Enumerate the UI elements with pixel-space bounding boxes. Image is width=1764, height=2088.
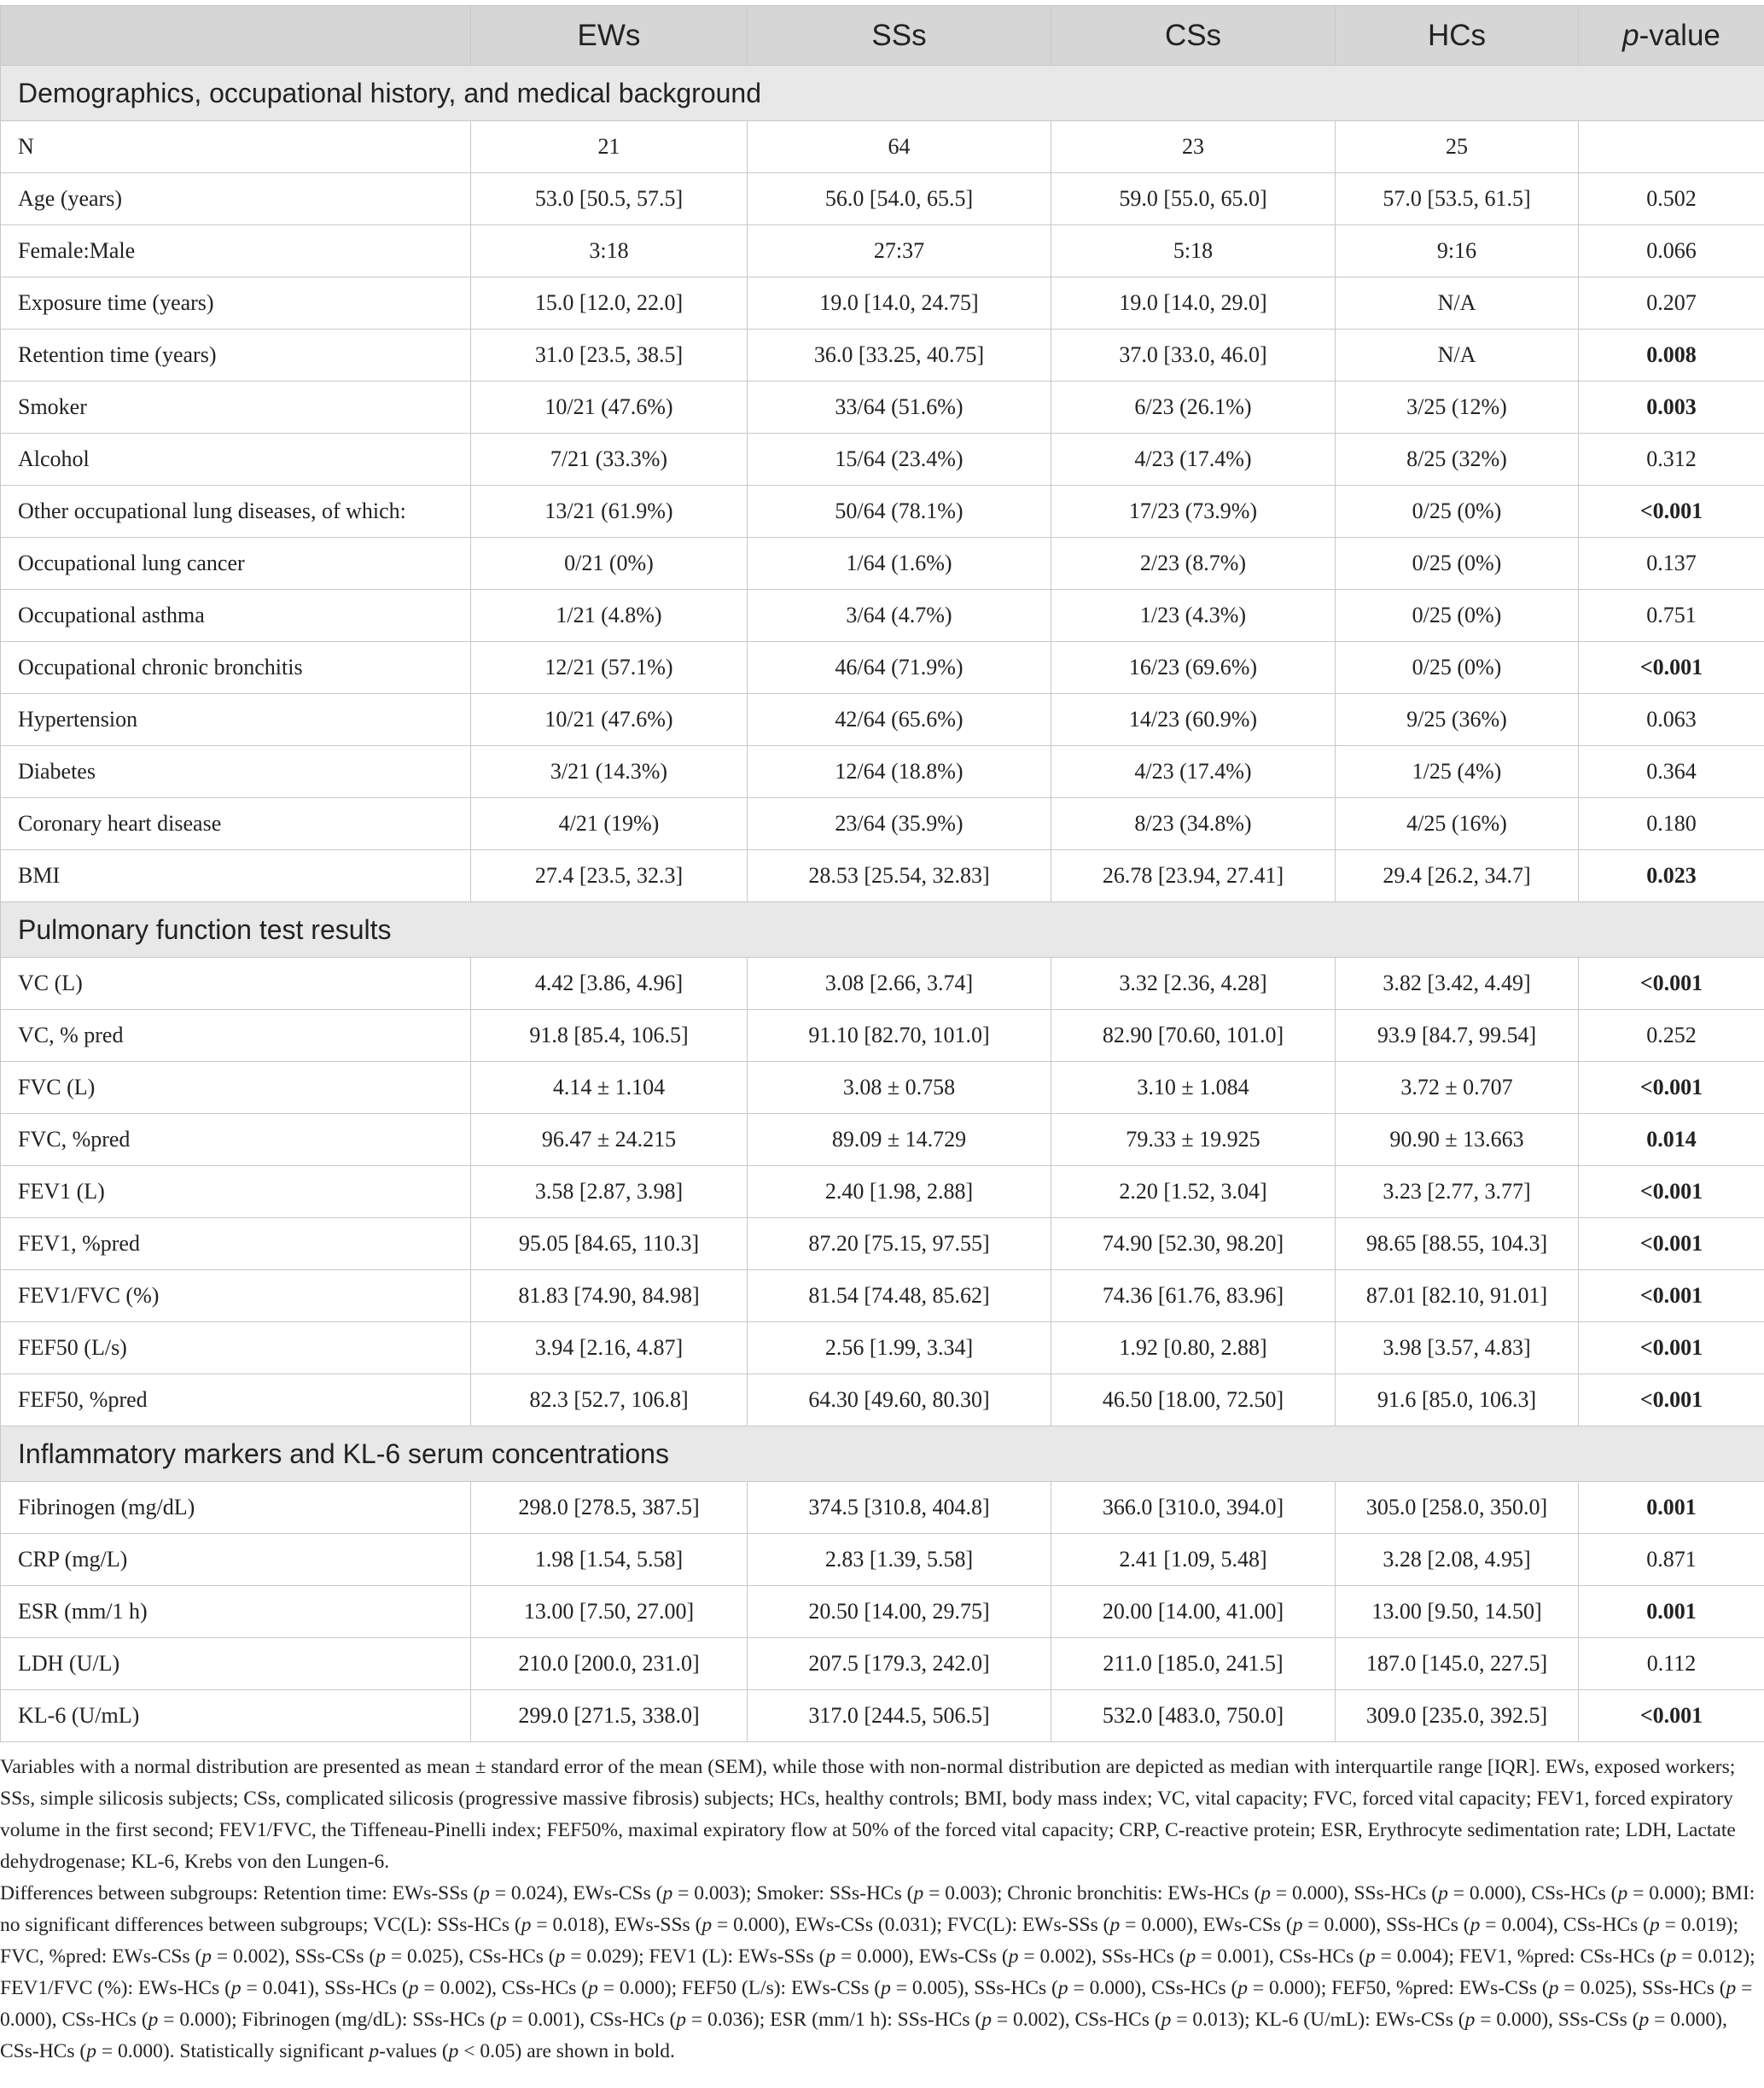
p-value-cell: <0.001 <box>1579 958 1764 1010</box>
footnote-subgroup-differences: Differences between subgroups: Retention time: EWs-SSs (p = 0.024), EWs-CSs (p = 0.003); Smoker: SSs-HCs (p = 0.003); Chronic bronchitis: EWs-HCs (p = 0.000), SSs-HCs (p = 0.000), CSs-HCs (p = 0.000); BMI: no significant differences between subgroups; VC(L): SSs-HCs (p = 0.018), EWs-SSs (p = 0.000), EWs-CSs (0.031); FVC(L): EWs-SSs (p = 0.000), EWs-CSs (p = 0.000), SSs-HCs (p = 0.004), CSs-HCs (p = 0.019); FVC, %pred: EWs-CSs (p = 0.002), SSs-CSs (p = 0.025), CSs-HCs (p = 0.029); FEV1 (L): EWs-SSs (p = 0.000), EWs-CSs (p = 0.002), SSs-HCs (p = 0.001), CSs-HCs (p = 0.004); FEV1, %pred: CSs-HCs (p = 0.012); FEV1/FVC (%): EWs-HCs (p = 0.041), SSs-HCs (p = 0.002), CSs-HCs (p = 0.000); FEF50 (L/s): EWs-CSs (p = 0.005), SSs-HCs (p = 0.000), CSs-HCs (p = 0.000); FEF50, %pred: EWs-CSs (p = 0.025), SSs-HCs (p = 0.000), CSs-HCs (p = 0.000); Fibrinogen (mg/dL): SSs-HCs (p = 0.001), CSs-HCs (p = 0.036); ESR (mm/1 h): SSs-HCs (p = 0.002), CSs-HCs (p = 0.013); KL-6 (U/mL): EWs-CSs (p = 0.000), SSs-CSs (p = 0.000), CSs-HCs (p = 0.000). Statistically significant p-values (p < 0.05) are shown in bold. <box>0 1882 1755 2062</box>
value-cell: 3.72 ± 0.707 <box>1336 1062 1579 1114</box>
row-label: FEF50, %pred <box>1 1374 471 1426</box>
table-body <box>1 66 1764 1742</box>
p-value-cell: 0.502 <box>1579 173 1764 225</box>
value-cell: 15.0 [12.0, 22.0] <box>471 277 748 330</box>
table-row <box>1 277 1764 330</box>
row-label: FEV1, %pred <box>1 1218 471 1270</box>
table-row <box>1 1322 1764 1374</box>
value-cell: 0/25 (0%) <box>1336 538 1579 590</box>
p-value-cell: <0.001 <box>1579 1218 1764 1270</box>
table-row <box>1 590 1764 642</box>
value-cell: 3.08 [2.66, 3.74] <box>748 958 1051 1010</box>
value-cell: 50/64 (78.1%) <box>748 486 1051 538</box>
value-cell: 3.32 [2.36, 4.28] <box>1051 958 1336 1010</box>
value-cell: 27.4 [23.5, 32.3] <box>471 850 748 902</box>
row-label: Occupational chronic bronchitis <box>1 642 471 694</box>
value-cell: 4.14 ± 1.104 <box>471 1062 748 1114</box>
value-cell: 3.98 [3.57, 4.83] <box>1336 1322 1579 1374</box>
value-cell: 0/21 (0%) <box>471 538 748 590</box>
table-row <box>1 694 1764 746</box>
header-cell-css: CSs <box>1051 6 1336 66</box>
value-cell: 59.0 [55.0, 65.0] <box>1051 173 1336 225</box>
value-cell: 2.41 [1.09, 5.48] <box>1051 1534 1336 1586</box>
table-row <box>1 486 1764 538</box>
value-cell: 28.53 [25.54, 32.83] <box>748 850 1051 902</box>
p-value-cell: 0.001 <box>1579 1482 1764 1534</box>
table-row <box>1 850 1764 902</box>
header-cell-p-value <box>1579 6 1764 66</box>
row-label: Occupational lung cancer <box>1 538 471 590</box>
section-row <box>1 1426 1764 1482</box>
value-cell: 20.50 [14.00, 29.75] <box>748 1586 1051 1638</box>
value-cell: 79.33 ± 19.925 <box>1051 1114 1336 1166</box>
row-label: FVC, %pred <box>1 1114 471 1166</box>
p-value-cell: 0.751 <box>1579 590 1764 642</box>
section-title: Demographics, occupational history, and medical background <box>1 66 1764 121</box>
value-cell: 2.56 [1.99, 3.34] <box>748 1322 1051 1374</box>
data-table <box>0 5 1764 1742</box>
table-row <box>1 1218 1764 1270</box>
row-label: FEV1/FVC (%) <box>1 1270 471 1322</box>
value-cell: 211.0 [185.0, 241.5] <box>1051 1638 1336 1690</box>
table-row <box>1 798 1764 850</box>
value-cell: 21 <box>471 121 748 173</box>
p-value-cell: <0.001 <box>1579 1062 1764 1114</box>
table-row <box>1 746 1764 798</box>
p-value-cell: <0.001 <box>1579 1270 1764 1322</box>
p-value-cell: 0.137 <box>1579 538 1764 590</box>
value-cell: 82.3 [52.7, 106.8] <box>471 1374 748 1426</box>
value-cell: 19.0 [14.0, 29.0] <box>1051 277 1336 330</box>
value-cell: 9/25 (36%) <box>1336 694 1579 746</box>
value-cell: 207.5 [179.3, 242.0] <box>748 1638 1051 1690</box>
p-value-cell: <0.001 <box>1579 1374 1764 1426</box>
header-row <box>1 6 1764 66</box>
header-cell-ews: EWs <box>471 6 748 66</box>
row-label: Hypertension <box>1 694 471 746</box>
value-cell: 3/64 (4.7%) <box>748 590 1051 642</box>
table-row <box>1 1534 1764 1586</box>
row-label: Exposure time (years) <box>1 277 471 330</box>
row-label: VC (L) <box>1 958 471 1010</box>
section-row <box>1 66 1764 121</box>
value-cell: 309.0 [235.0, 392.5] <box>1336 1690 1579 1742</box>
value-cell: 3.10 ± 1.084 <box>1051 1062 1336 1114</box>
table-row <box>1 1638 1764 1690</box>
table-row <box>1 1374 1764 1426</box>
value-cell: 33/64 (51.6%) <box>748 382 1051 434</box>
value-cell: 81.83 [74.90, 84.98] <box>471 1270 748 1322</box>
table-row <box>1 1062 1764 1114</box>
value-cell: 17/23 (73.9%) <box>1051 486 1336 538</box>
header-cell-sss: SSs <box>748 6 1051 66</box>
value-cell: 25 <box>1336 121 1579 173</box>
value-cell: 29.4 [26.2, 34.7] <box>1336 850 1579 902</box>
value-cell: 74.36 [61.76, 83.96] <box>1051 1270 1336 1322</box>
value-cell: 93.9 [84.7, 99.54] <box>1336 1010 1579 1062</box>
value-cell: 98.65 [88.55, 104.3] <box>1336 1218 1579 1270</box>
table-row <box>1 1166 1764 1218</box>
table-row <box>1 121 1764 173</box>
row-label: Alcohol <box>1 434 471 486</box>
p-value-cell: 0.364 <box>1579 746 1764 798</box>
value-cell: 1/21 (4.8%) <box>471 590 748 642</box>
value-cell: 1.98 [1.54, 5.58] <box>471 1534 748 1586</box>
header-cell-hcs: HCs <box>1336 6 1579 66</box>
p-value-cell: 0.112 <box>1579 1638 1764 1690</box>
p-value-cell: 0.312 <box>1579 434 1764 486</box>
table-container <box>0 5 1764 1742</box>
value-cell: 27:37 <box>748 225 1051 277</box>
table-row <box>1 1010 1764 1062</box>
section-title: Pulmonary function test results <box>1 902 1764 958</box>
value-cell: 91.8 [85.4, 106.5] <box>471 1010 748 1062</box>
value-cell: 4/21 (19%) <box>471 798 748 850</box>
value-cell: 82.90 [70.60, 101.0] <box>1051 1010 1336 1062</box>
value-cell: 2/23 (8.7%) <box>1051 538 1336 590</box>
value-cell: 0/25 (0%) <box>1336 486 1579 538</box>
value-cell: 3.28 [2.08, 4.95] <box>1336 1534 1579 1586</box>
table-row <box>1 1586 1764 1638</box>
value-cell: 317.0 [244.5, 506.5] <box>748 1690 1051 1742</box>
value-cell: 5:18 <box>1051 225 1336 277</box>
value-cell: 0/25 (0%) <box>1336 642 1579 694</box>
value-cell: 57.0 [53.5, 61.5] <box>1336 173 1579 225</box>
p-value-cell: 0.180 <box>1579 798 1764 850</box>
value-cell: 374.5 [310.8, 404.8] <box>748 1482 1051 1534</box>
value-cell: 64 <box>748 121 1051 173</box>
table-row <box>1 330 1764 382</box>
value-cell: 91.6 [85.0, 106.3] <box>1336 1374 1579 1426</box>
value-cell: 3.82 [3.42, 4.49] <box>1336 958 1579 1010</box>
row-label: BMI <box>1 850 471 902</box>
value-cell: N/A <box>1336 330 1579 382</box>
row-label: CRP (mg/L) <box>1 1534 471 1586</box>
row-label: KL-6 (U/mL) <box>1 1690 471 1742</box>
p-value-cell: 0.008 <box>1579 330 1764 382</box>
row-label: Other occupational lung diseases, of which: <box>1 486 471 538</box>
p-value-cell: <0.001 <box>1579 1690 1764 1742</box>
row-label: Smoker <box>1 382 471 434</box>
row-label: Age (years) <box>1 173 471 225</box>
p-value-cell: 0.003 <box>1579 382 1764 434</box>
row-label: FVC (L) <box>1 1062 471 1114</box>
row-label: FEF50 (L/s) <box>1 1322 471 1374</box>
value-cell: 3:18 <box>471 225 748 277</box>
table-row <box>1 173 1764 225</box>
value-cell: 16/23 (69.6%) <box>1051 642 1336 694</box>
value-cell: 0/25 (0%) <box>1336 590 1579 642</box>
row-label: N <box>1 121 471 173</box>
value-cell: 366.0 [310.0, 394.0] <box>1051 1482 1336 1534</box>
p-value-cell: 0.871 <box>1579 1534 1764 1586</box>
value-cell: 298.0 [278.5, 387.5] <box>471 1482 748 1534</box>
value-cell: 4.42 [3.86, 4.96] <box>471 958 748 1010</box>
value-cell: 64.30 [49.60, 80.30] <box>748 1374 1051 1426</box>
row-label: VC, % pred <box>1 1010 471 1062</box>
value-cell: 36.0 [33.25, 40.75] <box>748 330 1051 382</box>
value-cell: 89.09 ± 14.729 <box>748 1114 1051 1166</box>
value-cell: 532.0 [483.0, 750.0] <box>1051 1690 1336 1742</box>
value-cell: 1/64 (1.6%) <box>748 538 1051 590</box>
table-row <box>1 642 1764 694</box>
value-cell: 2.40 [1.98, 2.88] <box>748 1166 1051 1218</box>
value-cell: 13.00 [9.50, 14.50] <box>1336 1586 1579 1638</box>
value-cell: 3.58 [2.87, 3.98] <box>471 1166 748 1218</box>
p-value-cell: <0.001 <box>1579 642 1764 694</box>
p-value-cell: 0.001 <box>1579 1586 1764 1638</box>
value-cell: 1.92 [0.80, 2.88] <box>1051 1322 1336 1374</box>
header-p-value-suffix: -value <box>1639 18 1720 52</box>
p-value-cell <box>1579 121 1764 173</box>
value-cell: 20.00 [14.00, 41.00] <box>1051 1586 1336 1638</box>
table-row <box>1 382 1764 434</box>
p-value-cell: 0.252 <box>1579 1010 1764 1062</box>
value-cell: 46/64 (71.9%) <box>748 642 1051 694</box>
p-value-cell: <0.001 <box>1579 1166 1764 1218</box>
row-label: Female:Male <box>1 225 471 277</box>
table-row <box>1 958 1764 1010</box>
row-label: Occupational asthma <box>1 590 471 642</box>
value-cell: 299.0 [271.5, 338.0] <box>471 1690 748 1742</box>
value-cell: 7/21 (33.3%) <box>471 434 748 486</box>
table-row <box>1 1270 1764 1322</box>
header-p-italic: p <box>1622 18 1639 52</box>
p-value-cell: <0.001 <box>1579 1322 1764 1374</box>
p-value-cell: 0.066 <box>1579 225 1764 277</box>
value-cell: 305.0 [258.0, 350.0] <box>1336 1482 1579 1534</box>
p-value-cell: 0.014 <box>1579 1114 1764 1166</box>
value-cell: 12/21 (57.1%) <box>471 642 748 694</box>
table-row <box>1 1482 1764 1534</box>
value-cell: 2.83 [1.39, 5.58] <box>748 1534 1051 1586</box>
value-cell: 12/64 (18.8%) <box>748 746 1051 798</box>
table-row <box>1 1114 1764 1166</box>
table-row <box>1 434 1764 486</box>
value-cell: 13/21 (61.9%) <box>471 486 748 538</box>
table-row <box>1 225 1764 277</box>
value-cell: 96.47 ± 24.215 <box>471 1114 748 1166</box>
value-cell: 13.00 [7.50, 27.00] <box>471 1586 748 1638</box>
section-title: Inflammatory markers and KL-6 serum concentrations <box>1 1426 1764 1482</box>
row-label: ESR (mm/1 h) <box>1 1586 471 1638</box>
value-cell: 187.0 [145.0, 227.5] <box>1336 1638 1579 1690</box>
value-cell: 81.54 [74.48, 85.62] <box>748 1270 1051 1322</box>
value-cell: 26.78 [23.94, 27.41] <box>1051 850 1336 902</box>
p-value-cell: 0.063 <box>1579 694 1764 746</box>
value-cell: 15/64 (23.4%) <box>748 434 1051 486</box>
value-cell: N/A <box>1336 277 1579 330</box>
p-value-cell: <0.001 <box>1579 486 1764 538</box>
p-value-cell: 0.023 <box>1579 850 1764 902</box>
row-label: Retention time (years) <box>1 330 471 382</box>
value-cell: 37.0 [33.0, 46.0] <box>1051 330 1336 382</box>
value-cell: 95.05 [84.65, 110.3] <box>471 1218 748 1270</box>
value-cell: 31.0 [23.5, 38.5] <box>471 330 748 382</box>
value-cell: 74.90 [52.30, 98.20] <box>1051 1218 1336 1270</box>
row-label: Fibrinogen (mg/dL) <box>1 1482 471 1534</box>
value-cell: 3/25 (12%) <box>1336 382 1579 434</box>
value-cell: 1/25 (4%) <box>1336 746 1579 798</box>
table-footnotes <box>0 1752 1758 2068</box>
value-cell: 10/21 (47.6%) <box>471 382 748 434</box>
header-cell-blank <box>1 6 471 66</box>
value-cell: 42/64 (65.6%) <box>748 694 1051 746</box>
p-value-cell: 0.207 <box>1579 277 1764 330</box>
value-cell: 4/23 (17.4%) <box>1051 746 1336 798</box>
section-row <box>1 902 1764 958</box>
row-label: Coronary heart disease <box>1 798 471 850</box>
value-cell: 3.23 [2.77, 3.77] <box>1336 1166 1579 1218</box>
value-cell: 91.10 [82.70, 101.0] <box>748 1010 1051 1062</box>
value-cell: 56.0 [54.0, 65.5] <box>748 173 1051 225</box>
value-cell: 19.0 [14.0, 24.75] <box>748 277 1051 330</box>
value-cell: 23/64 (35.9%) <box>748 798 1051 850</box>
value-cell: 210.0 [200.0, 231.0] <box>471 1638 748 1690</box>
value-cell: 3.08 ± 0.758 <box>748 1062 1051 1114</box>
value-cell: 87.20 [75.15, 97.55] <box>748 1218 1051 1270</box>
value-cell: 3/21 (14.3%) <box>471 746 748 798</box>
row-label: Diabetes <box>1 746 471 798</box>
value-cell: 9:16 <box>1336 225 1579 277</box>
value-cell: 3.94 [2.16, 4.87] <box>471 1322 748 1374</box>
value-cell: 87.01 [82.10, 91.01] <box>1336 1270 1579 1322</box>
footnote-abbreviations: Variables with a normal distribution are presented as mean ± standard error of the mean (SEM), while those with non-normal distribution are depicted as median with interquartile range [IQR]. EWs, exposed workers; SSs, simple silicosis subjects; CSs, complicated silicosis (progressive massive fibrosis) subjects; HCs, healthy controls; BMI, body mass index; VC, vital capacity; FVC, forced vital capacity; FEV1, forced expiratory volume in the first second; FEV1/FVC, the Tiffeneau-Pinelli index; FEF50%, maximal expiratory flow at 50% of the forced vital capacity; CRP, C-reactive protein; ESR, Erythrocyte sedimentation rate; LDH, Lactate dehydrogenase; KL-6, Krebs von den Lungen-6. <box>0 1756 1736 1873</box>
row-label: LDH (U/L) <box>1 1638 471 1690</box>
value-cell: 53.0 [50.5, 57.5] <box>471 173 748 225</box>
value-cell: 46.50 [18.00, 72.50] <box>1051 1374 1336 1426</box>
value-cell: 1/23 (4.3%) <box>1051 590 1336 642</box>
row-label: FEV1 (L) <box>1 1166 471 1218</box>
value-cell: 10/21 (47.6%) <box>471 694 748 746</box>
value-cell: 2.20 [1.52, 3.04] <box>1051 1166 1336 1218</box>
table-row <box>1 538 1764 590</box>
value-cell: 4/25 (16%) <box>1336 798 1579 850</box>
table-row <box>1 1690 1764 1742</box>
value-cell: 14/23 (60.9%) <box>1051 694 1336 746</box>
value-cell: 6/23 (26.1%) <box>1051 382 1336 434</box>
value-cell: 90.90 ± 13.663 <box>1336 1114 1579 1166</box>
value-cell: 8/23 (34.8%) <box>1051 798 1336 850</box>
value-cell: 8/25 (32%) <box>1336 434 1579 486</box>
value-cell: 23 <box>1051 121 1336 173</box>
value-cell: 4/23 (17.4%) <box>1051 434 1336 486</box>
